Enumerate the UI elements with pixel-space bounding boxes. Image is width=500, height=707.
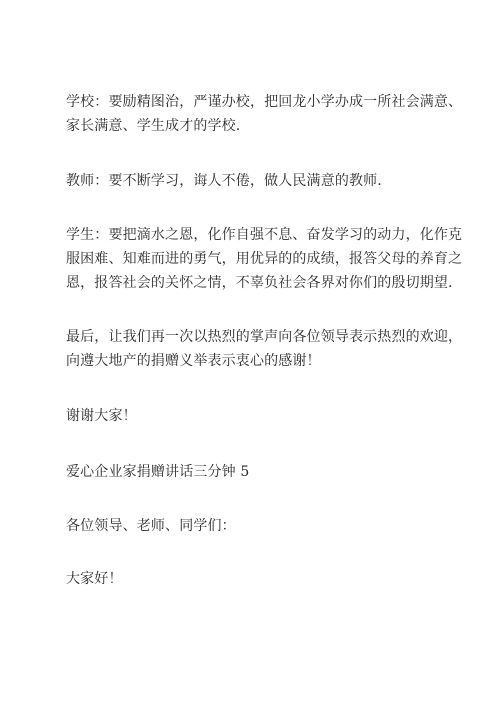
text-line: 大家好！ (66, 571, 123, 587)
paragraph-greeting (66, 514, 446, 538)
text-line: 谢谢大家！ (66, 408, 137, 424)
text-line: 服困难、知难而进的勇气，用优异的的成绩，报答父母的养育之 (66, 251, 463, 267)
text-line: 学生：要把滴水之恩，化作自强不息、奋发学习的动力，化作克 (66, 227, 463, 243)
paragraph-teachers (66, 169, 446, 193)
text-line: 最后，让我们再一次以热烈的掌声向各位领导表示热烈的欢迎， (66, 329, 463, 345)
text-line: 学校：要励精图治，严谨办校，把回龙小学办成一所社会满意、 (66, 94, 463, 110)
paragraph-closing-thanks (66, 325, 463, 373)
text-line: 爱心企业家捐赠讲话三分钟 5 (66, 464, 250, 480)
paragraph-students (66, 223, 463, 295)
paragraph-hello (66, 567, 446, 591)
section-title (66, 460, 446, 484)
text-line: 家长满意、学生成才的学校. (66, 118, 241, 134)
paragraph-thank-you (66, 404, 446, 428)
text-line: 教师：要不断学习，诲人不倦，做人民满意的教师. (66, 173, 382, 189)
paragraph-school (66, 90, 463, 138)
text-line: 各位领导、老师、同学们： (66, 518, 236, 534)
text-line: 恩，报答社会的关怀之情，不辜负社会各界对你们的殷切期望. (66, 275, 453, 291)
text-line: 向遵大地产的捐赠义举表示衷心的感谢！ (66, 353, 321, 369)
